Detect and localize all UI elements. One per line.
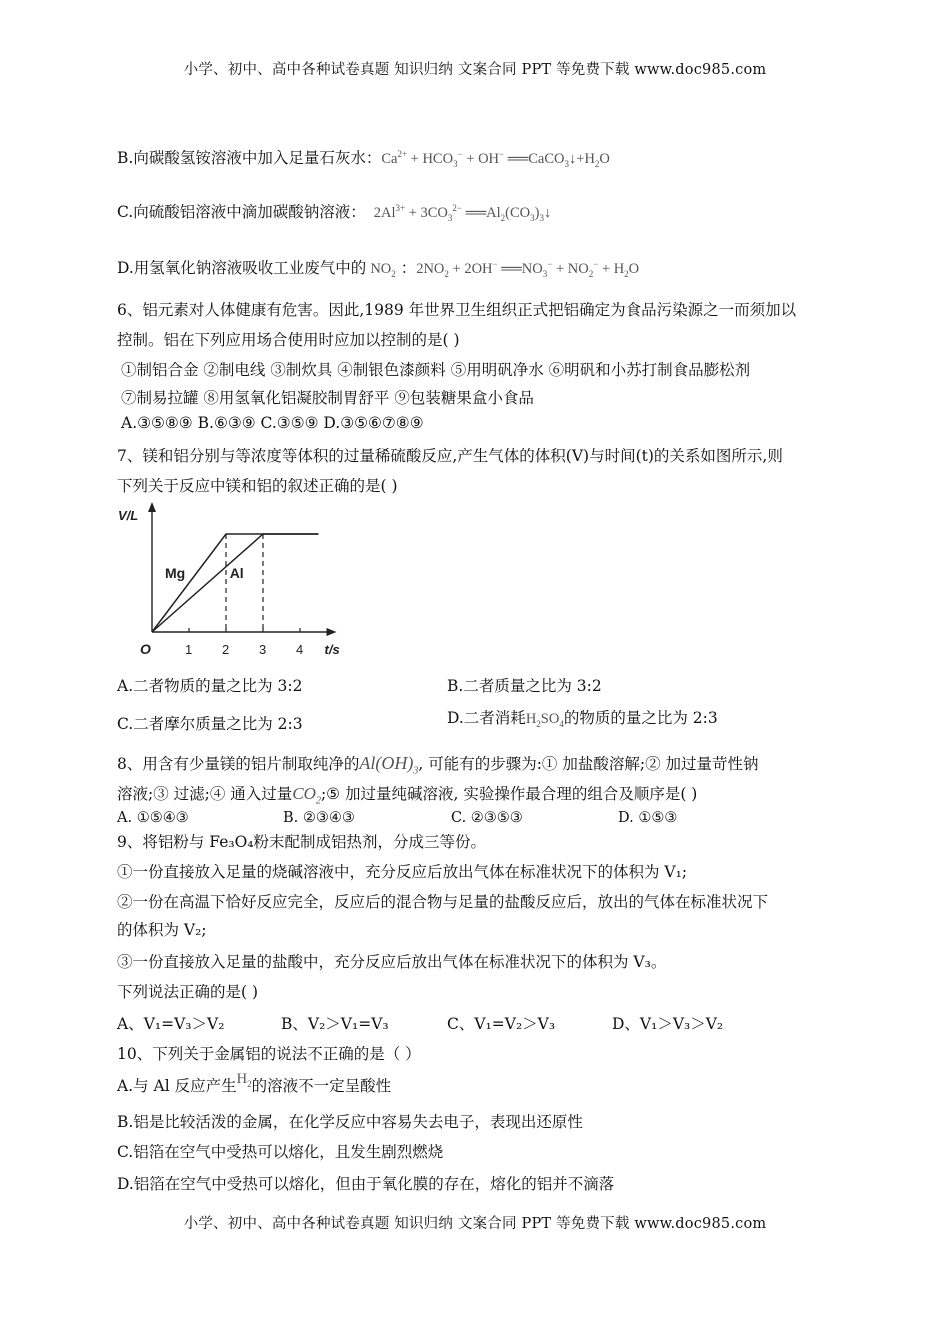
q7-option-d-suffix: 的物质的量之比为 2:3 (563, 709, 718, 727)
q9-option-c: C、V₁=V₂＞V₃ (447, 1015, 556, 1033)
q8-option-a: A. ①⑤④③ (117, 810, 189, 826)
q7-option-d (447, 706, 718, 729)
q9-option-b: B、V₂＞V₁=V₃ (281, 1015, 389, 1033)
series-label-mg: Mg (164, 565, 186, 582)
q10-option-d: D.铝箔在空气中受热可以熔化，但由于氧化膜的存在，熔化的铝并不滴落 (117, 1175, 615, 1193)
series-line-mg (152, 534, 319, 632)
q7-option-b: B.二者质量之比为 3:2 (447, 677, 602, 695)
q9-option-a: A、V₁=V₃＞V₂ (117, 1015, 225, 1033)
q5-option-b (117, 146, 610, 169)
q5-option-c-formula: $2Al^{3+} + 3CO_3^{2-}$ $══Al_2(CO_3)_3↓$ (373, 203, 552, 223)
x-tick-label: 4 (296, 642, 304, 657)
q9-part2-line2: 的体积为 V₂; (117, 921, 207, 939)
q5-option-c (117, 200, 551, 223)
q7-option-c: C.二者摩尔质量之比为 2:3 (117, 715, 303, 733)
q5-option-c-text: C.向硫酸铝溶液中滴加碳酸钠溶液： (117, 203, 366, 221)
x-tick-label: 1 (185, 642, 193, 657)
series-line-al (152, 534, 319, 632)
q10-option-b: B.铝是比较活泼的金属，在化学反应中容易失去电子，表现出还原性 (117, 1113, 583, 1131)
x-tick-label: 3 (259, 642, 267, 657)
q6-items-line2: ⑦制易拉罐 ⑧用氢氧化铝凝胶制胃舒平 ⑨包装糖果盒小食品 (121, 389, 534, 407)
q5-option-b-formula: $Ca^{2+} + HCO_3^- + OH^-$ $══CaCO_3↓+H_2O$ (381, 149, 610, 169)
q8-option-c: C. ②③⑤③ (451, 810, 523, 826)
q9-part2-line1: ②一份在高温下恰好反应完全，反应后的混合物与足量的盐酸反应后，放出的气体在标准状况下 (117, 893, 769, 911)
q8-co2-formula: $CO_2$ (292, 784, 321, 807)
page-footer: 小学、初中、高中各种试卷真题 知识归纳 文案合同 PPT 等免费下载 www.doc985.com (183, 1216, 767, 1232)
q10-stem: 10、下列关于金属铝的说法不正确的是（ ） (117, 1045, 421, 1063)
q9-option-d: D、V₁＞V₃＞V₂ (612, 1015, 724, 1033)
q8-aloh3-formula: $Al(OH)_3$ (359, 753, 419, 777)
series-label-al: Al (229, 565, 244, 582)
x-axis-label: t/s (324, 642, 340, 657)
q8-stem-line1-suffix: , 可能有的步骤为:① 加盐酸溶解;② 加过量苛性钠 (418, 755, 759, 773)
q9-stem: 9、将铝粉与 Fe₃O₄粉末配制成铝热剂，分成三等份。 (117, 833, 487, 851)
q5-option-d-text: D.用氢氧化钠溶液吸收工业废气中的 (117, 259, 367, 277)
q8-option-d: D. ①⑤③ (618, 810, 678, 826)
q6-items-line1: ①制铝合金 ②制电线 ③制炊具 ④制银色漆颜料 ⑤用明矾净水 ⑥明矾和小苏打制食品膨松剂 (121, 361, 751, 379)
q5-option-d-formula: $2NO_2 + 2OH^-$ $══NO_3^- + NO_2^- + H_2O$ (416, 259, 640, 279)
q10-h2-formula: $H_2$ (236, 1071, 252, 1089)
q9-part1: ①一份直接放入足量的烧碱溶液中，充分反应后放出气体在标准状况下的体积为 V₁; (117, 863, 688, 881)
q10-option-a (117, 1071, 392, 1097)
q8-stem-line1-prefix: 8、用含有少量镁的铝片制取纯净的 (117, 755, 360, 773)
volume-time-chart (110, 498, 340, 663)
q7-option-a: A.二者物质的量之比为 3:2 (117, 677, 303, 695)
q10-option-a-suffix: 的溶液不一定呈酸性 (251, 1077, 392, 1095)
q8-stem-line2-prefix: 溶液;③ 过滤;④ 通入过量 (117, 785, 293, 803)
y-axis-label: V/L (118, 508, 139, 523)
x-tick-label: 2 (222, 642, 230, 657)
q8-stem-line1 (117, 752, 759, 777)
x-axis-arrow (327, 628, 337, 636)
y-axis-arrow (148, 502, 156, 512)
page-header: 小学、初中、高中各种试卷真题 知识归纳 文案合同 PPT 等免费下载 www.doc985.com (183, 62, 767, 78)
q6-stem-line1: 6、铝元素对人体健康有危害。因此,1989 年世界卫生组织正式把铝确定为食品污染源之一而须加以 (117, 301, 797, 319)
q7-option-d-h2so4: $H_2SO_4$ (525, 711, 564, 729)
q10-option-a-prefix: A.与 Al 反应产生 (117, 1077, 237, 1095)
q6-options: A.③⑤⑧⑨ B.⑥③⑨ C.③⑤⑨ D.③⑤⑥⑦⑧⑨ (121, 414, 424, 432)
q5-option-b-text: B.向碳酸氢铵溶液中加入足量石灰水： (117, 149, 382, 167)
q5-option-d-no2: $NO_2$ (370, 261, 396, 279)
q10-option-c: C.铝箔在空气中受热可以熔化，且发生剧烈燃烧 (117, 1143, 444, 1161)
q6-stem-line2: 控制。铝在下列应用场合使用时应加以控制的是( ) (117, 331, 460, 349)
q8-stem-line2 (117, 782, 697, 806)
q7-option-d-prefix: D.二者消耗 (447, 709, 526, 727)
q9-part3: ③一份直接放入足量的盐酸中，充分反应后放出气体在标准状况下的体积为 V₃。 (117, 953, 667, 971)
q8-option-b: B. ②③④③ (283, 810, 355, 826)
origin-label: O (140, 641, 151, 657)
q9-question: 下列说法正确的是( ) (117, 983, 259, 1001)
q7-stem-line1: 7、镁和铝分别与等浓度等体积的过量稀硫酸反应,产生气体的体积(V)与时间(t)的关系如图所示,则 (117, 447, 783, 465)
q8-stem-line2-suffix: ;⑤ 加过量纯碱溶液, 实验操作最合理的组合及顺序是( ) (320, 785, 698, 803)
q7-stem-line2: 下列关于反应中镁和铝的叙述正确的是( ) (117, 477, 398, 495)
q5-option-d: D.用氢氧化钠溶液吸收工业废气中的 $NO_2$ ：$2NO_2 + 2OH^-$ $══NO_3^- + NO_2^- + H_2O$ (117, 259, 640, 279)
